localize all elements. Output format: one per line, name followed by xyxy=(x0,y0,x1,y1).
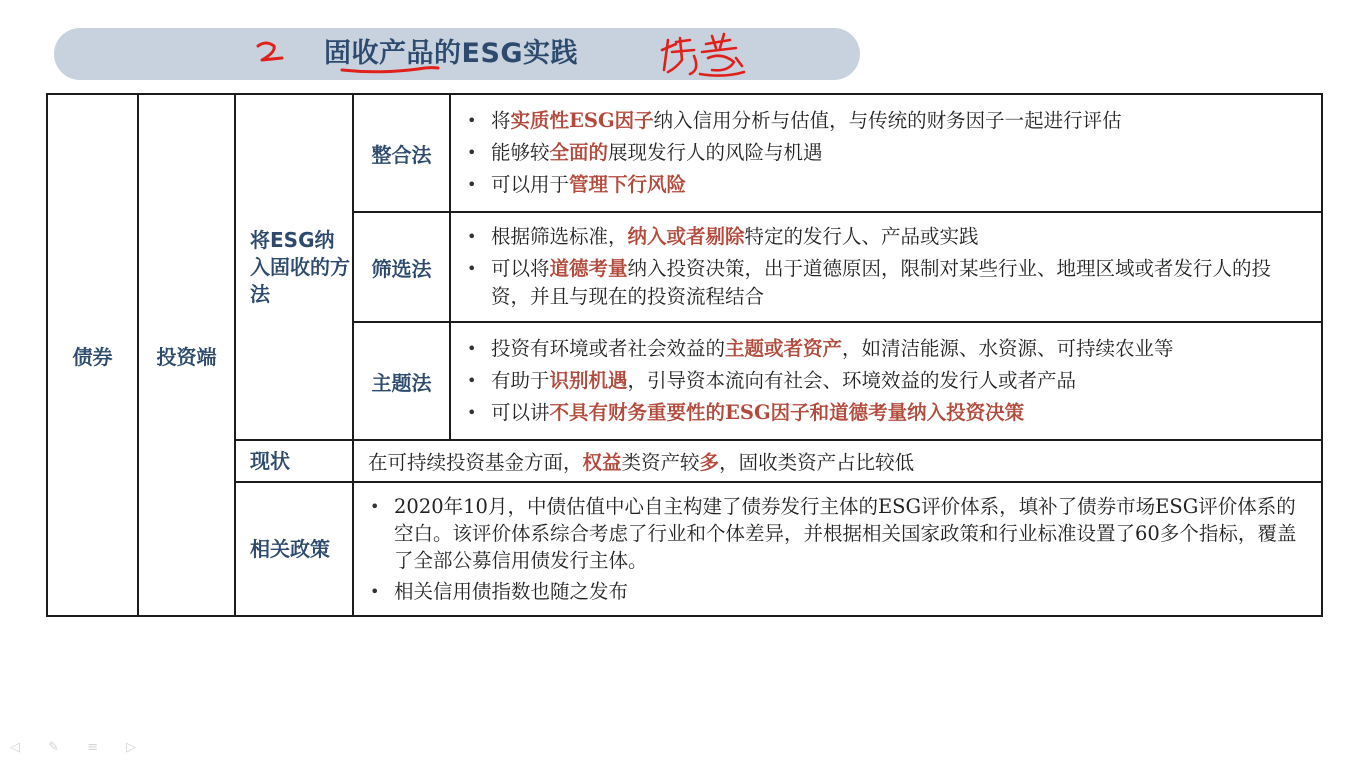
policy-content-cell xyxy=(353,482,1322,616)
body-text: 纳入信用分析与估值，与传统的财务因子一起进行评估 xyxy=(653,109,1122,132)
status-content-cell xyxy=(353,440,1322,482)
method-name-screening: 筛选法 xyxy=(353,212,450,322)
bullet-item xyxy=(465,107,1309,135)
body-text: 展现发行人的风险与机遇 xyxy=(608,141,823,164)
body-text: 可以用于 xyxy=(491,173,570,196)
bullet-item xyxy=(465,399,1309,427)
body-text: ，固收类资产占比较低 xyxy=(719,451,915,474)
bullet-item xyxy=(465,139,1309,167)
category-cell-bonds: 债券 xyxy=(47,94,138,616)
method-name-thematic: 主题法 xyxy=(353,322,450,440)
body-text: ，引导资本流向有社会、环境效益的发行人或者产品 xyxy=(627,369,1077,392)
page-title: 固收产品的ESG实践 xyxy=(324,38,579,69)
handwritten-number xyxy=(258,43,282,60)
body-text: 特定的发行人、产品或实践 xyxy=(744,225,979,248)
highlighted-text: 纳入或者剔除 xyxy=(627,225,745,248)
highlighted-text: 多 xyxy=(699,451,720,474)
handwritten-note xyxy=(662,34,744,76)
body-text: 纳入投资决策，出于道德原因，限制对某些行业、地理区域或者发行人的投资，并且与现在的投资流程结合 xyxy=(491,257,1272,308)
method-name-integration: 整合法 xyxy=(353,94,450,212)
bullet-item xyxy=(465,223,1309,251)
bullet-item xyxy=(465,367,1309,395)
esg-practice-table xyxy=(46,93,1323,617)
body-text: 类资产较 xyxy=(621,451,700,474)
bullet-item: • 相关信用债指数也随之发布 xyxy=(368,578,1309,605)
method-content-screening xyxy=(450,212,1322,322)
method-content-thematic xyxy=(450,322,1322,440)
status-label-cell: 现状 xyxy=(235,440,353,482)
body-text: 有助于 xyxy=(491,369,550,392)
body-text: 投资有环境或者社会效益的 xyxy=(491,337,726,360)
highlighted-text: 实质性ESG因子 xyxy=(510,109,654,132)
bullet-item: • 2020年10月，中债估值中心自主构建了债券发行主体的ESG评价体系，填补了债券市场ESG评价体系的空白。该评价体系综合考虑了行业和个体差异，并根据相关国家政策和行业标准设置了60多个指标，覆盖了全部公募信用债发行主体。 xyxy=(368,493,1309,574)
bullet-item xyxy=(465,255,1309,311)
highlighted-text: 全面的 xyxy=(549,141,609,164)
methods-label-cell: 将ESG纳入固收的方法 xyxy=(235,94,353,440)
bullet-item xyxy=(465,335,1309,363)
body-text: ，如清洁能源、水资源、可持续农业等 xyxy=(842,337,1174,360)
slide-nav-icons[interactable]: ◁ ✎ ≡ ▷ xyxy=(10,740,149,755)
handwritten-underline xyxy=(342,68,438,72)
bullet-item xyxy=(465,171,1309,199)
body-text: 根据筛选标准， xyxy=(491,225,628,248)
body-text: 能够较 xyxy=(491,141,550,164)
body-text: 可以讲 xyxy=(491,401,550,424)
body-text: 可以将 xyxy=(491,257,550,280)
highlighted-text: 权益 xyxy=(582,451,622,474)
highlighted-text: 管理下行风险 xyxy=(569,173,687,196)
body-text: 将 xyxy=(491,109,511,132)
category-cell-investment-side: 投资端 xyxy=(138,94,235,616)
highlighted-text: 不具有财务重要性的ESG因子和道德考量纳入投资决策 xyxy=(549,401,1025,424)
body-text: 在可持续投资基金方面， xyxy=(368,451,583,474)
highlighted-text: 主题或者资产 xyxy=(725,337,843,360)
highlighted-text: 道德考量 xyxy=(549,257,628,280)
method-content-integration xyxy=(450,94,1322,212)
policy-label-cell: 相关政策 xyxy=(235,482,353,616)
highlighted-text: 识别机遇 xyxy=(549,369,628,392)
